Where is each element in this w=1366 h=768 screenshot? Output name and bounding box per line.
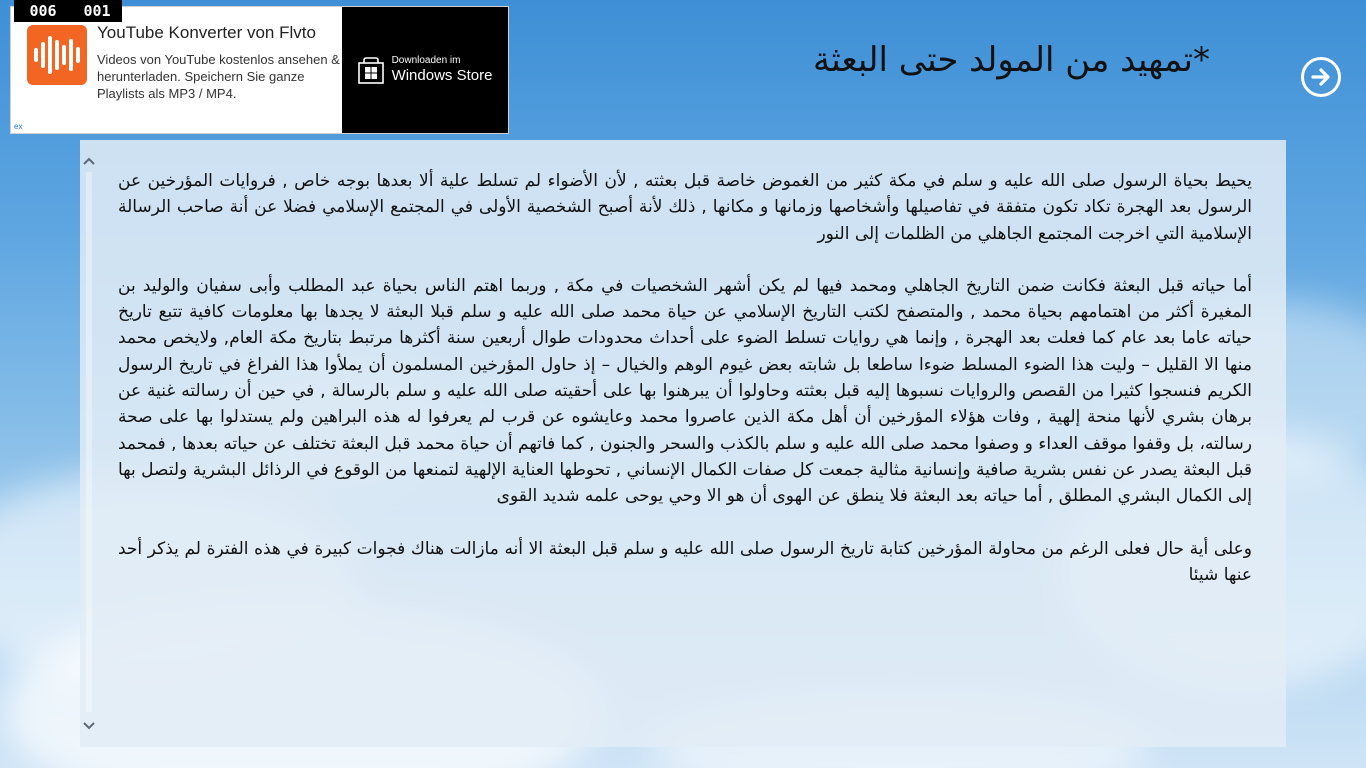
article-paragraph: يحيط بحياة الرسول صلى الله عليه و سلم في مكة كثير من الغموض خاصة قبل بعثته , لأن الأضواء لم تسلط علية ألا بعدها بوجه خاص , فروايات المؤرخين عن الرسول بعد الهجرة تكاد تكون متفقة في تفاصيلها وأشخاصها وزمانها و مكانها , ذلك لأنة أصبح الشخصية الأولى في المجتمع الإسلامي فضلا عن أنة صاحب الرسالة الإسلامية التي اخرجت المجتمع الجاهلي من الظلمات إلى النور xyxy=(118,171,1252,244)
scroll-down-button[interactable] xyxy=(82,719,96,733)
windows-store-icon xyxy=(358,56,384,84)
ad-banner[interactable] xyxy=(10,6,509,134)
store-name: Windows Store xyxy=(391,67,493,84)
scroll-track[interactable] xyxy=(86,172,92,712)
article-paragraph: أما حياته قبل البعثة فكانت ضمن التاريخ الجاهلي ومحمد فيها لم يكن أشهر الشخصيات في مكة , وربما اهتم الناس بحياة عبد المطلب وأبى سفيان والوليد بن المغيرة أكثر من اهتمامهم بحياة محمد , والمتصفح لكتب التاريخ الإسلامي عن حياة محمد صلى الله عليه و سلم قبلا البعثة لا يجدها بها معلومات كافية تتبع تاريخ حياته عاما بعد عام كما فعلت بعد الهجرة , وإنما هي روايات تسلط الضوء على أحداث محدودات طوال أربعين سنة أكثرها مرتبط بتاريخ مكة العام, ولايخص محمد منها الا القليل – وليت هذا الضوء المسلط ضوءا ساطعا بل شابته بعض غيوم الوهم والخيال – إذ حاول المؤرخين المسلمون أن يملأوا هذا الفراغ في تاريخ الرسول الكريم فنسجوا كثيرا من القصص والروايات نسبوها إليه قبل بعثته وحاولوا أن يبرهنوا بها على أحقيته صلى الله عليه و سلم بالرسالة , في حين أن رسالته غنية عن برهان بشري لأنها منحة إلهية , وفات هؤلاء المؤرخين أن أهل مكة الذين عاصروا محمد وعايشوه عن قرب لم يعرفوا له هذه البراهين ولم يستدلوا بها على صحة رسالته، بل وقفوا موقف العداء و وصفوا محمد صلى الله عليه و سلم بالكذب والسحر والجنون , كما فاتهم أن حياة محمد قبل البعثة تختلف عن حياته بعدها , فمحمد قبل البعثة يصدر عن نفس بشرية صافية وإنسانية مثالية جمعت كل صفات الكمال الإنساني , تحوطها العناية الإلهية لتمنعها من الوقوع في الرذائل البشرية ولتصل بها إلى الكمال البشري المطلق , أما حياته بعد البعثة فلا ينطق عن الهوى أن هو الا وحي يوحى علمه شديد القوى xyxy=(118,275,1252,507)
ad-title[interactable]: YouTube Konverter von Flvto xyxy=(97,23,316,42)
audio-wave-icon xyxy=(27,25,87,85)
next-button[interactable] xyxy=(1301,57,1341,97)
article-paragraph: وعلى أية حال فعلى الرغم من محاولة المؤرخين كتابة تاريخ الرسول صلى الله عليه و سلم قبل البعثة الا أنه مازالت هناك فجوات كبيرة في هذه الفترة لم يذكر أحد عنها شيئا xyxy=(118,538,1252,585)
ad-description: Videos von YouTube kostenlos ansehen & herunterladen. Speichern Sie ganze Playlists als MP3 / MP4. xyxy=(97,52,340,101)
page-title: *تمهيد من المولد حتى البعثة xyxy=(812,40,1210,80)
arrow-right-icon xyxy=(1309,65,1333,89)
chevron-down-icon xyxy=(83,722,95,730)
article-text xyxy=(118,168,1252,728)
counter-left: 006 xyxy=(14,0,72,22)
chevron-up-icon xyxy=(83,157,95,165)
counter-right: 001 xyxy=(72,0,122,22)
store-caption: Downloaden im xyxy=(391,55,461,66)
scroll-up-button[interactable] xyxy=(82,154,96,168)
windows-store-button[interactable] xyxy=(342,7,508,133)
ad-tag[interactable]: ex xyxy=(14,122,23,131)
content-panel xyxy=(80,140,1286,747)
scrollbar[interactable] xyxy=(80,140,98,747)
